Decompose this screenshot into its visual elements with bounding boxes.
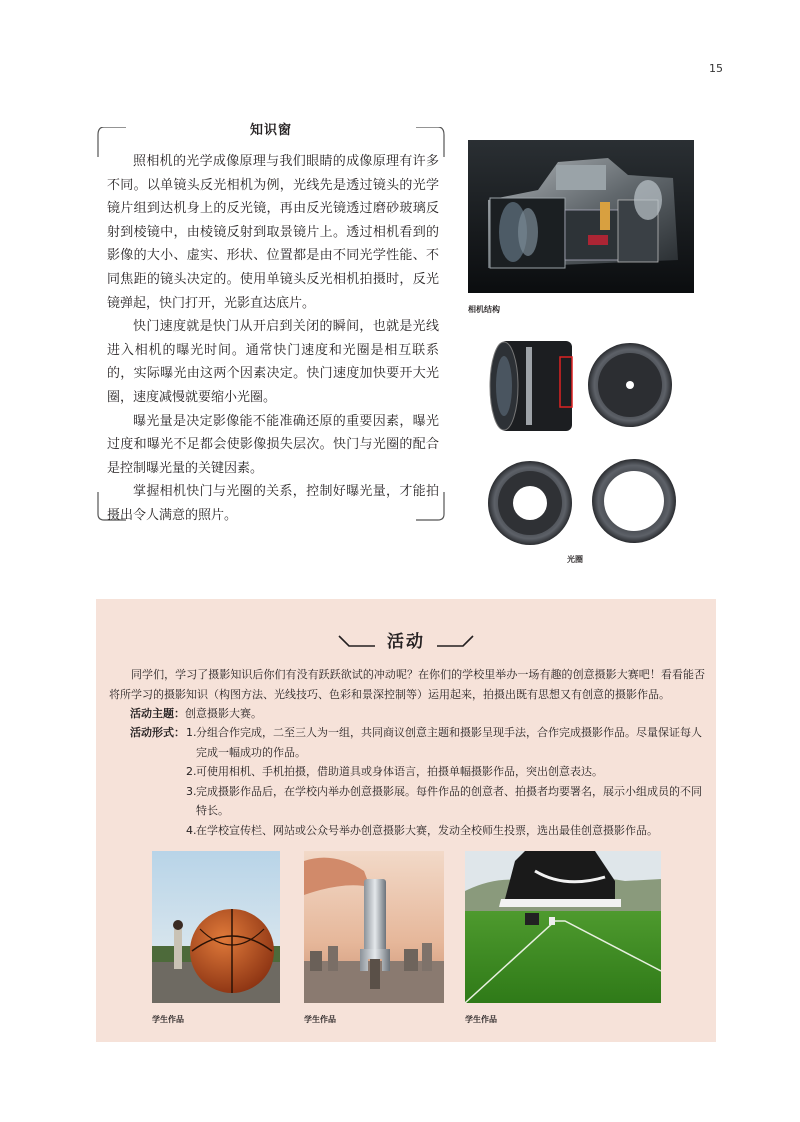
form-label: 活动形式： [130, 726, 185, 739]
student-photo-basketball [152, 851, 280, 1003]
kw-paragraph: 快门速度就是快门从开启到关闭的瞬间，也就是光线进入相机的曝光时间。通常快门速度和光圈是相互联系的，实际曝光由这两个因素决定。快门速度加快要开大光圈，速度减慢就要缩小光圈。 [107, 319, 439, 405]
title-deco-right-icon [433, 633, 477, 653]
activity-section [96, 599, 716, 1042]
page-number: 15 [709, 62, 723, 75]
photo-caption: 学生作品 [304, 1015, 336, 1024]
student-photo-shoe [465, 851, 661, 1003]
list-item: 3. 完成摄影作品后，在学校内举办创意摄影展。每件作品的创意者、拍摄者均要署名，展示小组成员的不同特长。 [186, 784, 702, 817]
photo-caption: 学生作品 [465, 1015, 497, 1024]
activity-theme [130, 704, 262, 724]
kw-paragraph: 曝光量是决定影像能不能准确还原的重要因素，曝光过度和曝光不足都会使影像损失层次。快门与光圈的配合是控制曝光量的关键因素。 [107, 413, 439, 476]
activity-title-text: 活动 [387, 632, 425, 652]
activity-title [96, 627, 716, 653]
list-item: 4. 在学校宣传栏、网站或公众号举办创意摄影大赛，发动全校师生投票，选出最佳创意摄影作品。 [186, 823, 658, 837]
activity-form-list [186, 723, 706, 840]
knowledge-window-title: 知识窗 [249, 123, 292, 138]
activity-intro-text: 同学们，学习了摄影知识后你们有没有跃跃欲试的冲动呢？在你们的学校里举办一场有趣的创意摄影大赛吧！看看能否将所学习的摄影知识（构图方法、光线技巧、色彩和景深控制等）运用起来，拍摄出既有思想又有创意的摄影作品。 [109, 668, 705, 701]
theme-value: 创意摄影大赛。 [185, 707, 262, 720]
camera-structure-caption: 相机结构 [468, 305, 500, 314]
photo-caption: 学生作品 [152, 1015, 184, 1024]
knowledge-window-body [107, 150, 439, 528]
aperture-caption: 光圈 [567, 555, 583, 564]
activity-form-label-row [130, 723, 185, 743]
lens-icon [490, 341, 572, 431]
kw-paragraph: 照相机的光学成像原理与我们眼睛的成像原理有许多不同。以单镜头反光相机为例，光线先是透过镜头的光学镜片组到达机身上的反光镜，再由反光镜透过磨砂玻璃反射到棱镜中，由棱镜反射到取景镜片上。透过相机看到的影像的大小、虚实、形状、位置都是由不同光学性能、不同焦距的镜头决定的。使用单镜头反光相机拍摄时，反光镜弹起，快门打开，光影直达底片。 [107, 154, 439, 311]
list-item: 1. 分组合作完成，二至三人为一组，共同商议创意主题和摄影呈现手法，合作完成摄影作品。尽量保证每人完成一幅成功的作品。 [186, 726, 702, 759]
kw-paragraph: 掌握相机快门与光圈的关系，控制好曝光量，才能拍摄出令人满意的照片。 [107, 484, 439, 523]
aperture-images [486, 333, 706, 553]
theme-label: 活动主题： [130, 707, 185, 720]
title-deco-left-icon [335, 633, 379, 653]
list-item: 2. 可使用相机、手机拍摄，借助道具或身体语言，拍摄单幅摄影作品，突出创意表达。 [186, 765, 603, 778]
activity-intro [109, 665, 705, 704]
camera-structure-image [468, 140, 694, 293]
student-photo-wrench [304, 851, 444, 1003]
